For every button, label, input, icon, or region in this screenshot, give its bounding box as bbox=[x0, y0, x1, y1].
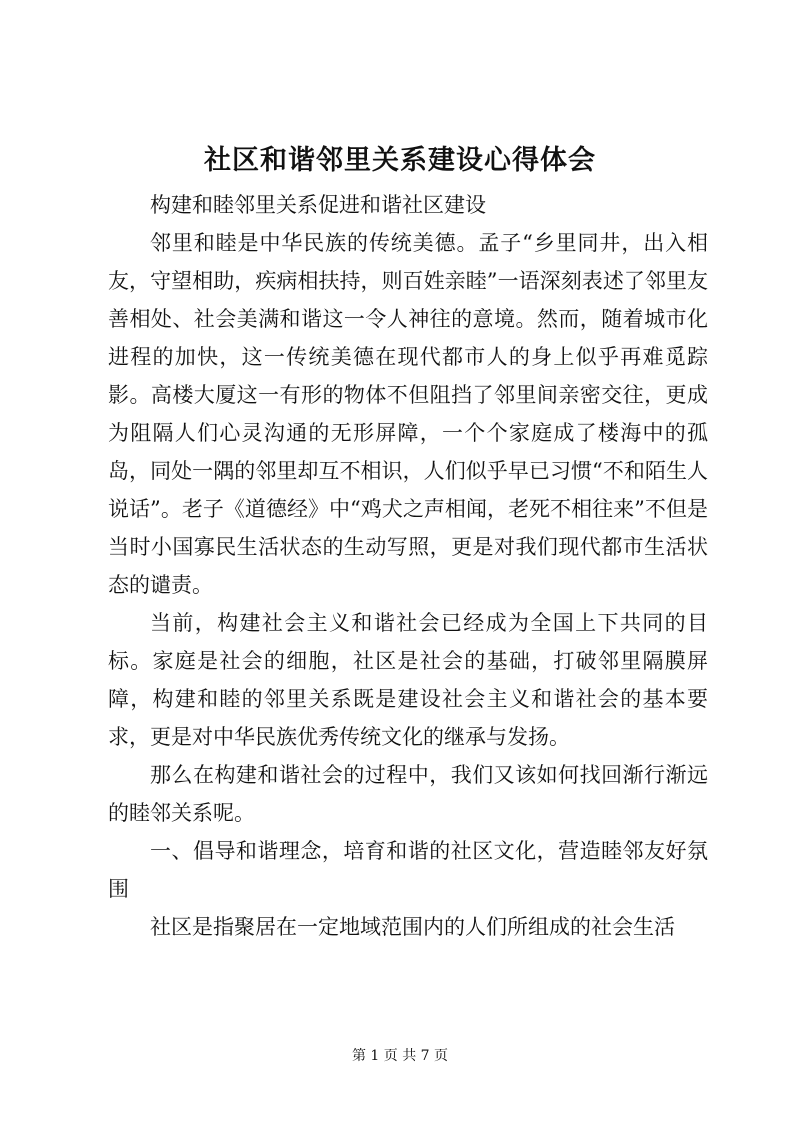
paragraph-1: 邻里和睦是中华民族的传统美德。孟子“乡里同井，出入相友，守望相助，疾病相扶持，则百姓亲睦”一语深刻表述了邻里友善相处、社会美满和谐这一令人神往的意境。然而，随着城市化进程的加快，这一传统美德在现代都市人的身上似乎再难觅踪影。高楼大厦这一有形的物体不但阻挡了邻里间亲密交往，更成为阻隔人们心灵沟通的无形屏障，一个个家庭成了楼海中的孤岛，同处一隅的邻里却互不相识，人们似乎早已习惯“不和陌生人说话”。老子《道德经》中“鸡犬之声相闻，老死不相往来”不但是当时小国寡民生活状态的生动写照，更是对我们现代都市生活状态的谴责。 bbox=[108, 231, 708, 597]
section-heading-1: 一、倡导和谐理念，培育和谐的社区文化，营造睦邻友好氛围 bbox=[108, 839, 708, 901]
document-title: 社区和谐邻里关系建设心得体会 bbox=[204, 145, 596, 176]
paragraph-4: 社区是指聚居在一定地域范围内的人们所组成的社会生活 bbox=[150, 915, 675, 939]
paragraph-subtitle: 构建和睦邻里关系促进和谐社区建设 bbox=[150, 193, 486, 217]
page-footer: 第 1 页 共 7 页 bbox=[351, 1048, 449, 1064]
paragraph-3: 那么在构建和谐社会的过程中，我们又该如何找回渐行渐远的睦邻关系呢。 bbox=[108, 763, 708, 825]
document-body bbox=[108, 186, 708, 946]
paragraph-2: 当前，构建社会主义和谐社会已经成为全国上下共同的目标。家庭是社会的细胞，社区是社会的基础，打破邻里隔膜屏障，构建和睦的邻里关系既是建设社会主义和谐社会的基本要求，更是对中华民族优秀传统文化的继承与发扬。 bbox=[108, 611, 708, 749]
